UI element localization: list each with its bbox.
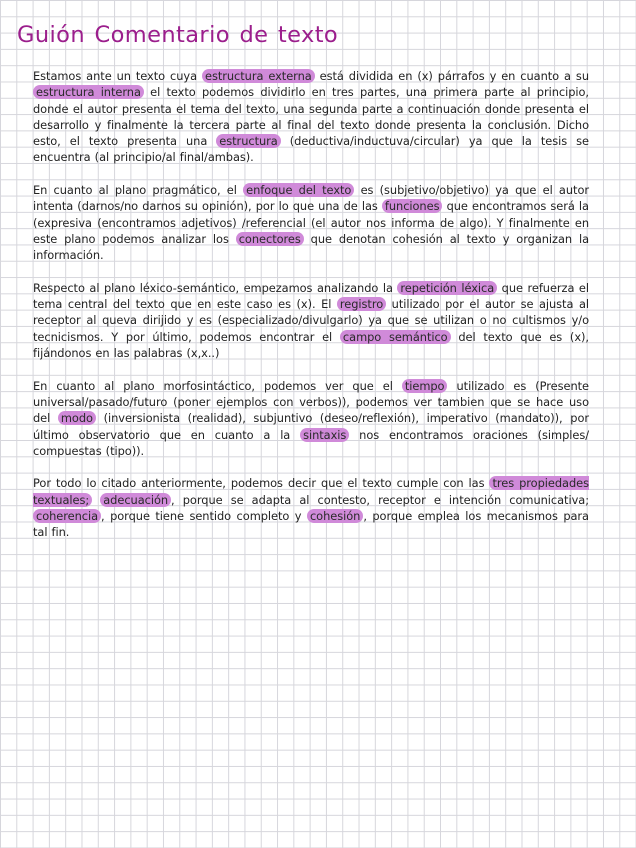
- paragraph-conclusion: [33, 475, 589, 540]
- paragraph-text: del texto que es (x), fijándonos en las palabras (x,x..): [33, 329, 589, 361]
- paragraph-text: , porque emplea los mecanismos para tal fin.: [33, 509, 589, 540]
- paragraph-lexical-semantic: [33, 280, 589, 361]
- paragraph-text: (deductiva/inductuva/circular) ya que la tesis se encuentra (al principio/al final/ambas).: [33, 134, 589, 165]
- paragraph-text: , porque tiene sentido completo y: [101, 509, 307, 524]
- paragraph-text: que refuerza el tema central del texto que en este caso es (x). El: [33, 280, 590, 312]
- highlighted-term: sintaxis: [300, 428, 349, 442]
- page-title: Guión Comentario de texto: [17, 22, 339, 48]
- highlighted-term: tres propiedades textuales;: [33, 476, 589, 507]
- paragraph-text: En cuanto al plano morfosintáctico, podemos ver que el: [33, 378, 402, 393]
- paragraph-text: , porque se adapta al contesto, receptor e intención comunicativa;: [171, 492, 589, 507]
- paragraph-text: Por todo lo citado anteriormente, podemos decir que el texto cumple con las: [33, 476, 490, 491]
- highlighted-term: cohesión: [307, 509, 363, 523]
- highlighted-term: coherencia: [33, 509, 101, 523]
- document-body: [33, 68, 589, 557]
- paragraph-text: que encontramos será la (expresiva (encontramos adjetivos) /referencial (el autor nos informa de algo). Y finalmente en este plano podemos analizar los: [33, 199, 589, 246]
- paragraph-pragmatic: [33, 182, 589, 263]
- paragraph-text: utilizado es (Presente universal/pasado/futuro (poner ejemplos con verbos)), podemos ver tambien que se hace uso del: [33, 378, 589, 426]
- paragraph-morphosyntactic: [33, 378, 589, 459]
- highlighted-term: campo semántico: [340, 330, 451, 344]
- paragraph-text: (inversionista (realidad), subjuntivo (deseo/reflexión), imperativo (mandato)), por último observatorio que en cuanto a la: [33, 411, 589, 442]
- highlighted-term: enfoque del texto: [243, 183, 354, 197]
- highlighted-term: registro: [337, 297, 386, 311]
- highlighted-term: funciones: [382, 199, 443, 213]
- highlighted-term: adecuación: [100, 493, 171, 507]
- paragraph-text: En cuanto al plano pragmático, el: [33, 183, 244, 198]
- paragraph-structure: [33, 68, 589, 166]
- highlighted-term: estructura externa: [202, 69, 315, 83]
- paragraph-text: que denotan cohesión al texto y organizan la información.: [33, 231, 590, 263]
- paragraph-text: es (subjetivo/objetivo) ya que el autor intenta (darnos/no darnos su opinión), por lo que una de las: [33, 183, 589, 214]
- paragraph-text: nos encontramos oraciones (simples/ compuestas (tipo)).: [33, 427, 590, 458]
- highlighted-term: tiempo: [402, 379, 448, 393]
- paragraph-text: Respecto al plano léxico-semántico, empezamos analizando la: [33, 280, 398, 295]
- highlighted-term: estructura interna: [33, 85, 144, 99]
- paragraph-text: el texto podemos dividirlo en tres partes, una primera parte al principio, donde el autor presenta el tema del texto, una segunda parte a continuación donde presenta el desarrollo y finalmente la tercera parte al final del texto donde presenta la conclusión. Dicho esto, el texto presenta una: [33, 85, 590, 149]
- highlighted-term: modo: [58, 411, 96, 425]
- highlighted-term: estructura: [216, 134, 280, 148]
- paragraph-text: está dividida en (x) párrafos y en cuanto a su: [314, 69, 589, 83]
- paragraph-text: Estamos ante un texto cuya: [33, 69, 202, 83]
- highlighted-term: conectores: [236, 232, 304, 246]
- paragraph-text: utilizado por el autor se ajusta al receptor al queva dirijido y es (especializado/divulgarlo) ya que se utilizan o no cultismos y/o tecnicismos. Y por último, podemos encontrar el: [33, 297, 589, 344]
- highlighted-term: repetición léxica: [397, 281, 497, 295]
